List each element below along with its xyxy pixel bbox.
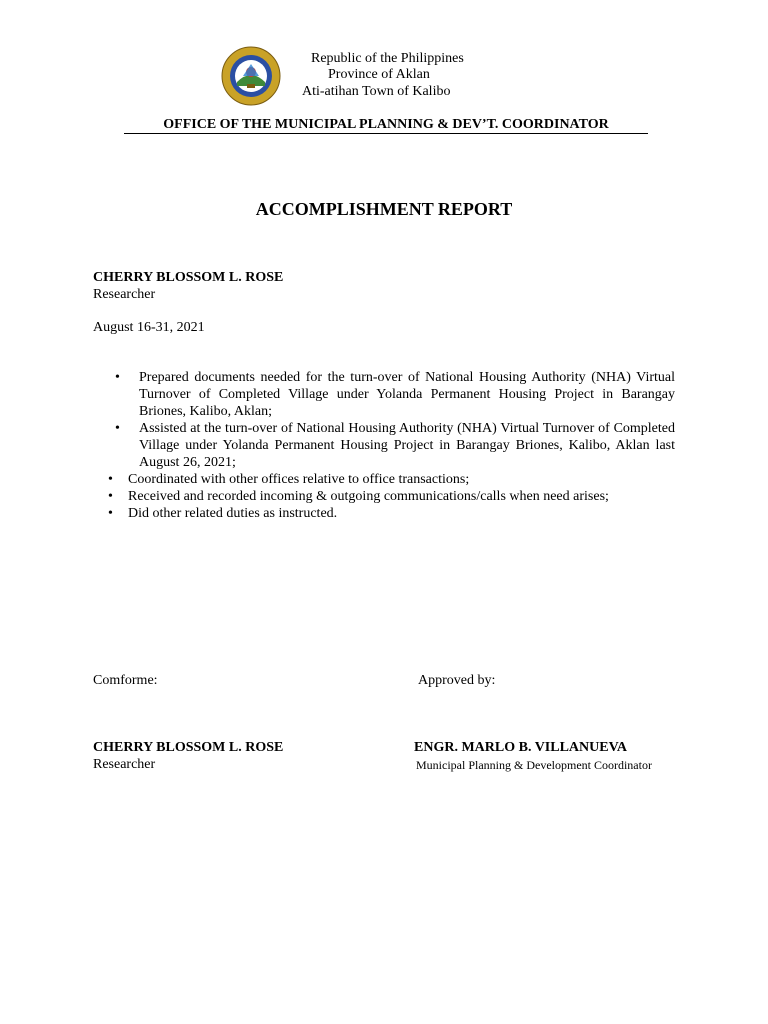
approved-label: Approved by:: [418, 673, 496, 688]
office-name: OFFICE OF THE MUNICIPAL PLANNING & DEV’T. COORDINATOR: [124, 116, 648, 134]
list-item: • Coordinated with other offices relative to office transactions;: [108, 472, 470, 487]
municipal-seal: [221, 46, 281, 106]
conforme-label: Comforme:: [93, 673, 158, 688]
bullet-icon: •: [108, 489, 113, 504]
signatory-left-name: CHERRY BLOSSOM L. ROSE: [93, 740, 284, 755]
header-line-town: Ati-atihan Town of Kalibo: [302, 84, 451, 99]
list-item: • Assisted at the turn-over of National Housing Authority (NHA) Virtual Turnover of Completed Village under Yolanda Permanent Housing Project in Barangay Briones, Kalibo, Aklan last August 26, 2021;: [115, 421, 675, 470]
list-item: • Prepared documents needed for the turn-over of National Housing Authority (NHA) Virtual Turnover of Completed Village under Yolanda Permanent Housing Project in Barangay Briones, Kalibo, Aklan;: [115, 370, 675, 419]
list-item: • Did other related duties as instructed.: [108, 506, 338, 521]
bullet-icon: •: [108, 472, 113, 487]
bullet-icon: •: [108, 506, 113, 521]
header-line-republic: Republic of the Philippines: [311, 51, 464, 66]
report-period: August 16-31, 2021: [93, 320, 205, 335]
bullet-icon: •: [115, 421, 120, 436]
bullet-icon: •: [115, 370, 120, 385]
signatory-right-name: ENGR. MARLO B. VILLANUEVA: [414, 740, 628, 755]
header-line-province: Province of Aklan: [328, 67, 430, 82]
employee-position: Researcher: [93, 287, 156, 302]
accomplishment-list: [93, 369, 675, 522]
list-item: • Received and recorded incoming & outgoing communications/calls when need arises;: [108, 489, 609, 504]
signatory-left-title: Researcher: [93, 757, 156, 772]
employee-name: CHERRY BLOSSOM L. ROSE: [93, 270, 284, 285]
report-title: ACCOMPLISHMENT REPORT: [255, 199, 513, 219]
signatory-right-title: Municipal Planning & Development Coordinator: [416, 758, 652, 772]
